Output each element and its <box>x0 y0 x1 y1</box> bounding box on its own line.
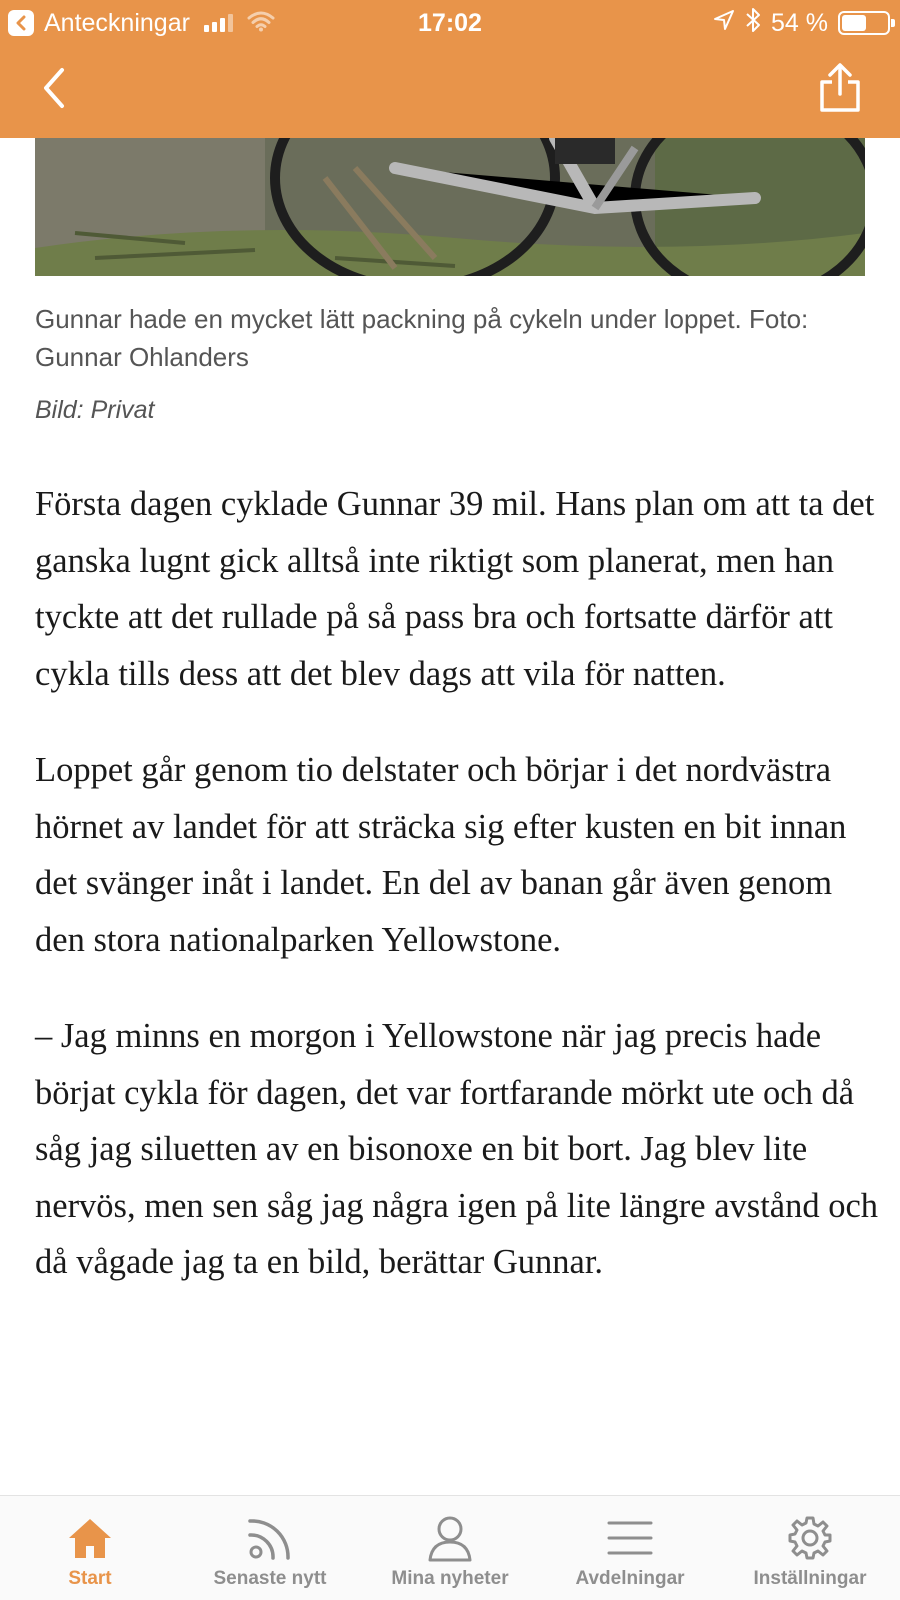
tab-senaste-nytt[interactable] <box>180 1496 360 1600</box>
article-paragraph: Första dagen cyklade Gunnar 39 mil. Hans plan om att ta det ganska lugnt gick alltså inte riktigt som planerat, men han tyckte att det rullade på så pass bra och fortsatte därför att cykla tills dess att det blev dags att vila för natten. <box>35 485 875 693</box>
article-paragraph: – Jag minns en morgon i Yellowstone när jag precis hade börjat cykla för dagen, det var fortfarande mörkt ute och då såg jag siluetten av en bisonoxe en bit bort. Jag blev lite nervös, men sen såg jag några igen på lite längre avstånd och då vågade jag ta en bild, berättar Gunnar. <box>35 1017 879 1281</box>
home-icon <box>66 1510 114 1566</box>
tab-label: Inställningar <box>753 1568 867 1589</box>
article-photo[interactable] <box>35 138 865 276</box>
article-body <box>35 476 880 1331</box>
tab-label: Avdelningar <box>575 1568 685 1589</box>
tab-avdelningar[interactable] <box>540 1496 720 1600</box>
back-button[interactable] <box>36 66 76 110</box>
tab-installningar[interactable] <box>720 1496 900 1600</box>
tab-label: Senaste nytt <box>213 1568 327 1589</box>
top-bar <box>0 0 900 138</box>
tab-start[interactable] <box>0 1496 180 1600</box>
location-icon <box>713 9 735 38</box>
tab-bar <box>0 1495 900 1600</box>
share-icon <box>818 62 862 114</box>
menu-icon <box>607 1510 653 1566</box>
photo-credit: Bild: Privat <box>35 396 155 424</box>
tab-mina-nyheter[interactable] <box>360 1496 540 1600</box>
tab-label: Mina nyheter <box>391 1568 509 1589</box>
status-bar <box>0 0 900 46</box>
bluetooth-icon <box>745 7 761 40</box>
rss-icon <box>246 1510 294 1566</box>
battery-icon <box>838 11 890 35</box>
battery-percent: 54 % <box>771 8 828 37</box>
bicycle-photo-image <box>35 138 865 276</box>
photo-caption: Gunnar hade en mycket lätt packning på cykeln under loppet. Foto: Gunnar Ohlanders <box>35 304 809 372</box>
share-button[interactable] <box>818 62 862 114</box>
person-icon <box>426 1510 474 1566</box>
tab-label: Start <box>68 1568 112 1589</box>
back-app-label: Anteckningar <box>44 8 190 37</box>
article-paragraph: Loppet går genom tio delstater och börjar i det nordvästra hörnet av landet för att sträcka sig efter kusten en bit innan det svänger inåt i landet. En del av banan går även genom den stora nationalparken Yellowstone. <box>35 751 847 959</box>
clock: 17:02 <box>418 9 482 37</box>
chevron-left-icon <box>36 66 76 110</box>
gear-icon <box>787 1510 833 1566</box>
